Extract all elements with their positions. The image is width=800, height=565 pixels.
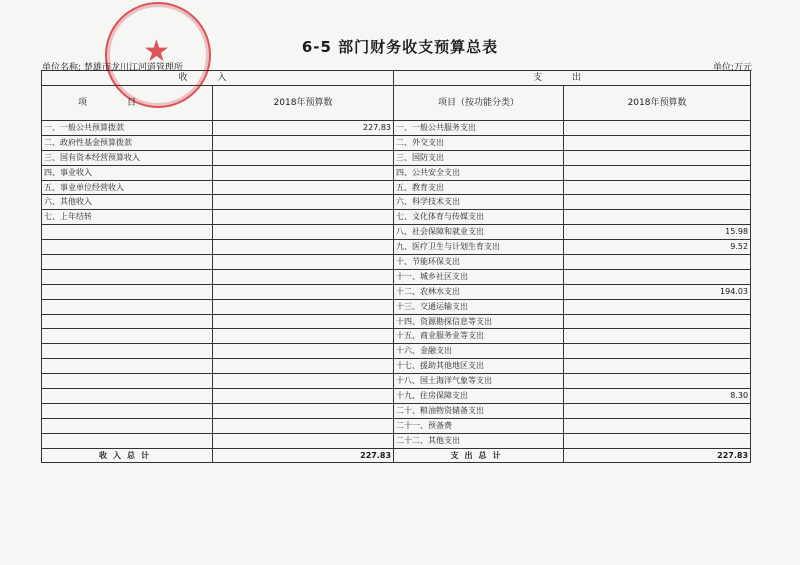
expense-value-cell (564, 269, 751, 284)
income-item-cell (42, 225, 213, 240)
expense-total-label: 支出总计 (394, 448, 564, 463)
table-row (42, 195, 751, 210)
expense-item-cell: 七、文化体育与传媒支出 (394, 210, 564, 225)
income-value-cell (213, 329, 394, 344)
table-row (42, 121, 751, 136)
income-item-cell (42, 403, 213, 418)
expense-value-cell: 9.52 (564, 240, 751, 255)
expense-item-cell: 十二、农林水支出 (394, 284, 564, 299)
table-row (42, 240, 751, 255)
expense-item-cell: 十八、国土海洋气象等支出 (394, 374, 564, 389)
table-row (42, 269, 751, 284)
income-value-cell (213, 314, 394, 329)
expense-value-cell: 15.98 (564, 225, 751, 240)
income-value-cell (213, 240, 394, 255)
expense-value-cell (564, 433, 751, 448)
income-value-cell (213, 269, 394, 284)
table-row (42, 284, 751, 299)
budget-table-body (42, 71, 751, 463)
expense-item-cell: 十六、金融支出 (394, 344, 564, 359)
income-value-cell (213, 418, 394, 433)
table-row (42, 180, 751, 195)
header-expense-budget: 2018年预算数 (564, 86, 751, 121)
income-total-label: 收入总计 (42, 448, 213, 463)
income-value-cell (213, 344, 394, 359)
income-value-cell (213, 255, 394, 270)
expense-item-cell: 五、教育支出 (394, 180, 564, 195)
income-value-cell (213, 135, 394, 150)
income-total-value: 227.83 (213, 448, 394, 463)
income-item-cell: 一、一般公共预算拨款 (42, 121, 213, 136)
income-value-cell (213, 374, 394, 389)
header-row-sections (42, 71, 751, 86)
income-value-cell (213, 225, 394, 240)
header-income-budget: 2018年预算数 (213, 86, 394, 121)
table-row (42, 344, 751, 359)
income-value-cell (213, 284, 394, 299)
income-item-cell (42, 389, 213, 404)
table-row (42, 374, 751, 389)
income-item-cell (42, 314, 213, 329)
table-row (42, 225, 751, 240)
income-item-cell: 七、上年结转 (42, 210, 213, 225)
expense-item-cell: 八、社会保障和就业支出 (394, 225, 564, 240)
income-value-cell (213, 165, 394, 180)
expense-item-cell: 十九、住房保障支出 (394, 389, 564, 404)
expense-item-cell: 二、外交支出 (394, 135, 564, 150)
expense-value-cell (564, 165, 751, 180)
table-row (42, 210, 751, 225)
income-item-cell: 四、事业收入 (42, 165, 213, 180)
income-value-cell (213, 359, 394, 374)
income-item-cell: 二、政府性基金预算拨款 (42, 135, 213, 150)
expense-item-cell: 九、医疗卫生与计划生育支出 (394, 240, 564, 255)
expense-value-cell (564, 121, 751, 136)
expense-value-cell (564, 418, 751, 433)
income-value-cell (213, 433, 394, 448)
table-row (42, 150, 751, 165)
totals-row (42, 448, 751, 463)
income-value-cell (213, 403, 394, 418)
expense-value-cell: 194.03 (564, 284, 751, 299)
expense-value-cell (564, 374, 751, 389)
income-item-cell (42, 255, 213, 270)
expense-item-cell: 十一、城乡社区支出 (394, 269, 564, 284)
income-item-cell (42, 240, 213, 255)
income-value-cell (213, 389, 394, 404)
budget-table (41, 70, 751, 463)
expense-item-cell: 十七、援助其他地区支出 (394, 359, 564, 374)
income-item-cell (42, 284, 213, 299)
header-income-item: 项目 (42, 86, 213, 121)
table-row (42, 299, 751, 314)
unit-measure: 单位:万元 (712, 63, 752, 73)
expense-value-cell (564, 255, 751, 270)
income-item-cell: 五、事业单位经营收入 (42, 180, 213, 195)
table-row (42, 433, 751, 448)
expense-total-value: 227.83 (564, 448, 751, 463)
header-income: 收入 (42, 71, 394, 86)
income-item-cell (42, 269, 213, 284)
expense-item-cell: 一、一般公共服务支出 (394, 121, 564, 136)
income-item-cell (42, 329, 213, 344)
expense-value-cell (564, 344, 751, 359)
income-item-cell (42, 344, 213, 359)
expense-item-cell: 六、科学技术支出 (394, 195, 564, 210)
table-row (42, 359, 751, 374)
header-row-columns (42, 86, 751, 121)
income-value-cell (213, 180, 394, 195)
expense-value-cell (564, 150, 751, 165)
expense-item-cell: 十五、商业服务业等支出 (394, 329, 564, 344)
expense-item-cell: 二十二、其他支出 (394, 433, 564, 448)
income-item-cell (42, 418, 213, 433)
expense-value-cell (564, 314, 751, 329)
income-value-cell (213, 150, 394, 165)
table-row (42, 165, 751, 180)
table-row (42, 403, 751, 418)
expense-value-cell (564, 403, 751, 418)
expense-item-cell: 十四、资源勘探信息等支出 (394, 314, 564, 329)
expense-item-cell: 二十、粮油物资储备支出 (394, 403, 564, 418)
table-row (42, 255, 751, 270)
income-value-cell (213, 299, 394, 314)
income-value-cell: 227.83 (213, 121, 394, 136)
income-item-cell (42, 433, 213, 448)
income-value-cell (213, 210, 394, 225)
expense-value-cell (564, 299, 751, 314)
expense-value-cell (564, 210, 751, 225)
income-item-cell (42, 374, 213, 389)
header-expense-item: 项目（按功能分类） (394, 86, 564, 121)
expense-item-cell: 十、节能环保支出 (394, 255, 564, 270)
expense-item-cell: 二十一、预备费 (394, 418, 564, 433)
expense-value-cell (564, 359, 751, 374)
expense-value-cell: 8.30 (564, 389, 751, 404)
page-title: 6-5 部门财务收支预算总表 (301, 38, 499, 56)
income-item-cell (42, 299, 213, 314)
income-item-cell: 三、国有资本经营预算收入 (42, 150, 213, 165)
income-value-cell (213, 195, 394, 210)
expense-value-cell (564, 195, 751, 210)
expense-item-cell: 十三、交通运输支出 (394, 299, 564, 314)
unit-name: 单位名称: 楚雄市龙川江河道管理所 (42, 63, 183, 73)
header-expense: 支出 (394, 71, 751, 86)
seal-star-icon: ★ (143, 34, 170, 69)
table-row (42, 135, 751, 150)
table-row (42, 418, 751, 433)
table-row (42, 389, 751, 404)
income-item-cell: 六、其他收入 (42, 195, 213, 210)
expense-value-cell (564, 135, 751, 150)
expense-item-cell: 四、公共安全支出 (394, 165, 564, 180)
income-item-cell (42, 359, 213, 374)
table-row (42, 314, 751, 329)
table-row (42, 329, 751, 344)
expense-value-cell (564, 180, 751, 195)
expense-item-cell: 三、国防支出 (394, 150, 564, 165)
expense-value-cell (564, 329, 751, 344)
